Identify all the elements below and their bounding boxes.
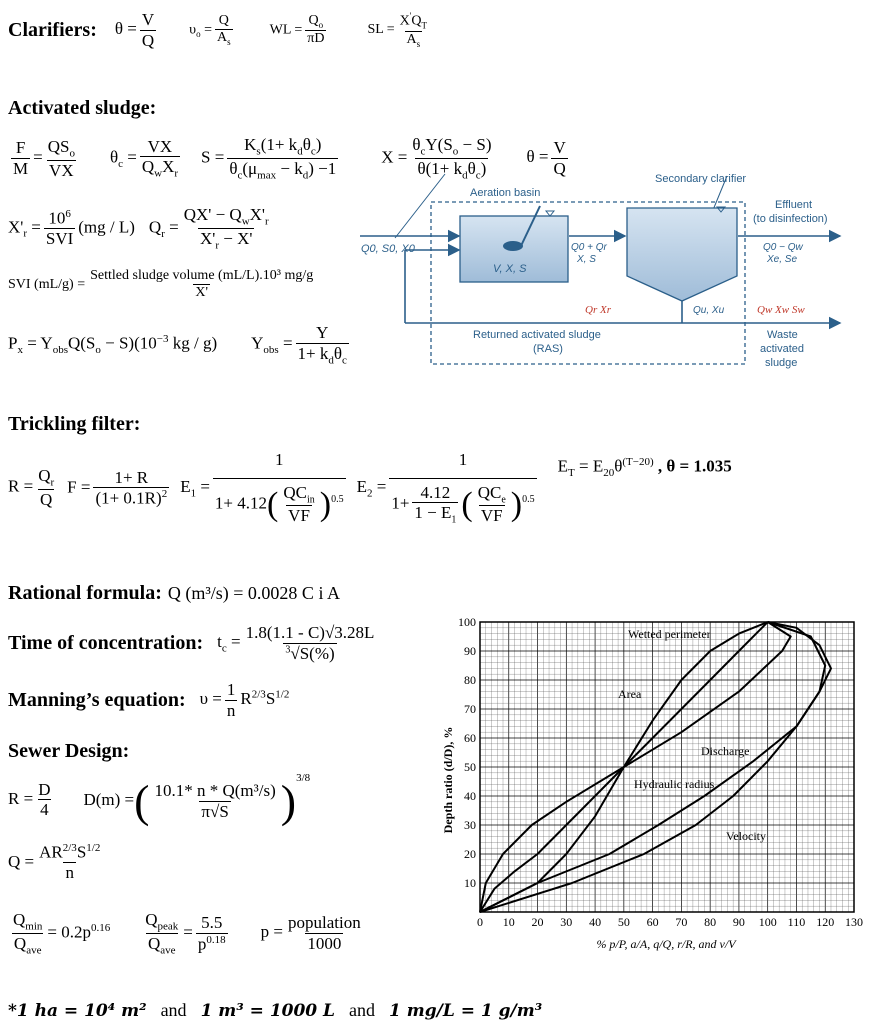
aerator-icon [503, 241, 523, 251]
leader-line [395, 174, 445, 238]
manning-section [8, 680, 289, 720]
note-and-2: and [349, 1000, 376, 1020]
et-eq: $E_T = E_{20}\theta^{(T-20)}$ , θ = 1.035 [557, 456, 732, 480]
x-tick-label: 30 [560, 915, 573, 929]
sewer-r-eq: R = $\frac{D}{4}$ [8, 779, 51, 820]
sewer-q-eq: Q = $\frac{AR^{2/3}S^{1/2}}{n}$ [8, 842, 101, 883]
x-tick-label: 110 [787, 915, 806, 929]
manning-eq: υ = $\frac{1}{n}$ $R^{2/3}S^{1/2}$ [199, 680, 290, 720]
label-discharge: Discharge [701, 744, 750, 758]
note-cubic-meter: 1 m³ = 1000 L [200, 1000, 336, 1021]
was-label-3: sludge [765, 357, 798, 369]
rational-heading: Rational formula: [8, 582, 162, 604]
water-level-icon [546, 211, 554, 216]
clarifier-wl-eq: WL = $\frac{Q_o}{\pi D}$ [269, 12, 325, 47]
x-tick-label: 90 [732, 915, 745, 929]
partial-flow-chart [436, 610, 866, 955]
theta-eq: θ = $\frac{V}{Q}$ [526, 138, 566, 179]
activated-row2 [8, 205, 274, 252]
effluent-label: Effluent [775, 199, 813, 211]
f-eq: F = $\frac{1+ R}{(1+ 0.1R)^2}$ [67, 467, 168, 508]
clarifier-theta-eq: θ = $\frac{V}{Q}$ [114, 10, 155, 50]
sewer-row3 [8, 910, 366, 957]
svi-numerator: Settled sludge volume (mL/L).10³ mg/g [90, 268, 314, 283]
xr-eq: $X'_r$ = $\frac{10^6}{\text{SVI}}$ (mg / L) [8, 208, 135, 249]
secondary-clarifier-label: Secondary clarifier [655, 173, 747, 185]
x-tick-label: 20 [531, 915, 544, 929]
note-and-1: and [160, 1000, 187, 1020]
was-label: Waste [767, 329, 798, 341]
rational-section [8, 582, 340, 605]
qpeak-eq: $\frac{Q_{peak}}{Q_{ave}}$ = $\frac{5.5}{p^{0.18}}$ [145, 910, 226, 957]
svi-eq [8, 268, 318, 301]
e1-eq: $E_1$ = 1 1+ 4.12( $\frac{QC_{in}}{VF}$ )$^{0.5}$ [180, 450, 344, 526]
note-mg-per-l: 1 mg/L = 1 g/m³ [389, 1000, 543, 1021]
y-tick-label: 50 [464, 760, 476, 774]
manning-heading: Manning’s equation: [8, 688, 186, 711]
mixed-flow-label: Q0 + Qr [571, 242, 607, 253]
trickling-heading: Trickling filter: [8, 413, 141, 435]
qr-eq: $Q_r$ = $\frac{QX' - Q_wX'_r}{X'_r - X'}$ [148, 205, 269, 252]
label-hydraulic-radius: Hydraulic radius [634, 777, 715, 791]
x-tick-label: 80 [704, 915, 717, 929]
y-tick-labels [458, 615, 476, 890]
trickling-row [8, 450, 732, 526]
unit-notes [8, 1000, 542, 1021]
x-tick-labels [477, 915, 863, 929]
ras-label-2: (RAS) [533, 343, 563, 355]
fm-eq: $\frac{F}{M}$ = $\frac{QS_o}{VX}$ [13, 136, 75, 180]
x-eq: X = $\frac{\theta_cY(S_o - S)}{\theta(1+ k_d\theta_c)}$ [381, 135, 492, 182]
x-tick-label: 120 [816, 915, 835, 929]
was-label-2: activated [760, 343, 805, 355]
clarifier-sl-eq: SL = $\frac{X'Q_T}{A_s}$ [367, 11, 428, 49]
chart-grid [480, 622, 854, 912]
clarifiers-section [8, 10, 432, 50]
x-tick-label: 100 [758, 915, 777, 929]
clarifiers-heading: Clarifiers: [8, 18, 97, 41]
return-flow-label: Qr Xr [585, 304, 611, 316]
label-velocity: Velocity [726, 829, 766, 843]
s-eq: S = $\frac{K_s(1+ k_d\theta_c)}{\theta_c(\mu_{max} - k_d) -1}$ [201, 135, 337, 182]
yobs-eq: $Y_{obs}$ = $\frac{Y}{1+ k_d\theta_c}$ [251, 323, 347, 366]
y-tick-label: 40 [464, 789, 476, 803]
y-tick-label: 70 [464, 702, 476, 716]
activated-heading: Activated sludge: [8, 97, 157, 119]
time-conc-heading: Time of concentration: [8, 631, 204, 654]
x-tick-label: 0 [477, 915, 483, 929]
sewer-heading: Sewer Design: [8, 740, 130, 762]
rational-eq: Q (m³/s) = 0.0028 C i A [167, 583, 340, 603]
effluent-flow-label: Q0 − Qw [763, 242, 803, 253]
population-eq: p = $\frac{\text{population}}{1000}$ [260, 913, 361, 954]
px-eq: $P_x = Y_{obs}Q(S_o - S)(10^{-3}$ kg / g) [8, 333, 218, 357]
underflow-label: Qu, Xu [693, 305, 725, 316]
label-wetted-perimeter: Wetted perimeter [628, 627, 711, 641]
x-tick-label: 40 [589, 915, 602, 929]
x-axis-label: % p/P, a/A, q/Q, r/R, and v/V [596, 937, 736, 951]
x-tick-label: 50 [617, 915, 630, 929]
activated-row4 [8, 323, 352, 367]
y-tick-label: 90 [464, 644, 476, 658]
e2-eq: $E_2$ = 1 1+ $\frac{4.12}{1 - E_1}$ ( $\frac{QC_e}{VF}$ )$^{0.5}$ [356, 450, 535, 526]
secondary-clarifier [627, 208, 737, 301]
basin-contents-label: V, X, S [493, 263, 527, 275]
clarifier-vo-eq: $\upsilon_o$ = $\frac{Q}{A_s}$ [189, 12, 231, 47]
time-conc-eq: $t_c$ = $\frac{1.8(1.1 - C)√3.28L}{^3√S(\%)}$ [217, 623, 375, 663]
aeration-basin-label: Aeration basin [470, 187, 541, 199]
sewer-d-eq: D(m) =( $\frac{\text{10.1* n * Q(m³/s)}}{\pi√S}$ )$^{3/8}$ [83, 772, 311, 827]
inflow-label: Q0, S0, X0 [361, 243, 415, 255]
effluent-flow-label-2: Xe, Se [767, 254, 798, 265]
y-axis-label: Depth ratio (d/D), % [441, 726, 455, 834]
qmin-eq: $\frac{Q_{min}}{Q_{ave}}$ = $0.2p^{0.16}$ [13, 910, 111, 957]
effluent-label-2: (to disinfection) [753, 213, 828, 225]
waste-flow-label: Qw Xw Sw [757, 304, 805, 316]
mixed-flow-label-2: X, S [577, 254, 596, 265]
y-tick-label: 100 [458, 615, 476, 629]
time-conc-section [8, 623, 379, 663]
r-eq: R = $\frac{Q_r}{Q}$ [8, 466, 55, 510]
note-hectare: *1 ha = 10⁴ m² [8, 1000, 147, 1021]
thetac-eq: $\theta_c$ = $\frac{VX}{Q_wX_r}$ [109, 136, 179, 180]
svi-left: SVI (mL/g) = [8, 276, 86, 292]
y-tick-label: 20 [464, 847, 476, 861]
svi-denominator: X' [195, 285, 208, 301]
x-tick-label: 70 [675, 915, 688, 929]
activated-sludge-schematic [355, 168, 855, 378]
x-tick-label: 10 [502, 915, 515, 929]
label-area: Area [618, 687, 642, 701]
x-tick-label: 130 [845, 915, 863, 929]
y-tick-label: 30 [464, 818, 476, 832]
y-tick-label: 80 [464, 673, 476, 687]
sewer-row1 [8, 772, 310, 828]
x-tick-label: 60 [646, 915, 659, 929]
ras-label: Returned activated sludge [473, 329, 601, 341]
y-tick-label: 10 [464, 876, 476, 890]
y-tick-label: 60 [464, 731, 476, 745]
